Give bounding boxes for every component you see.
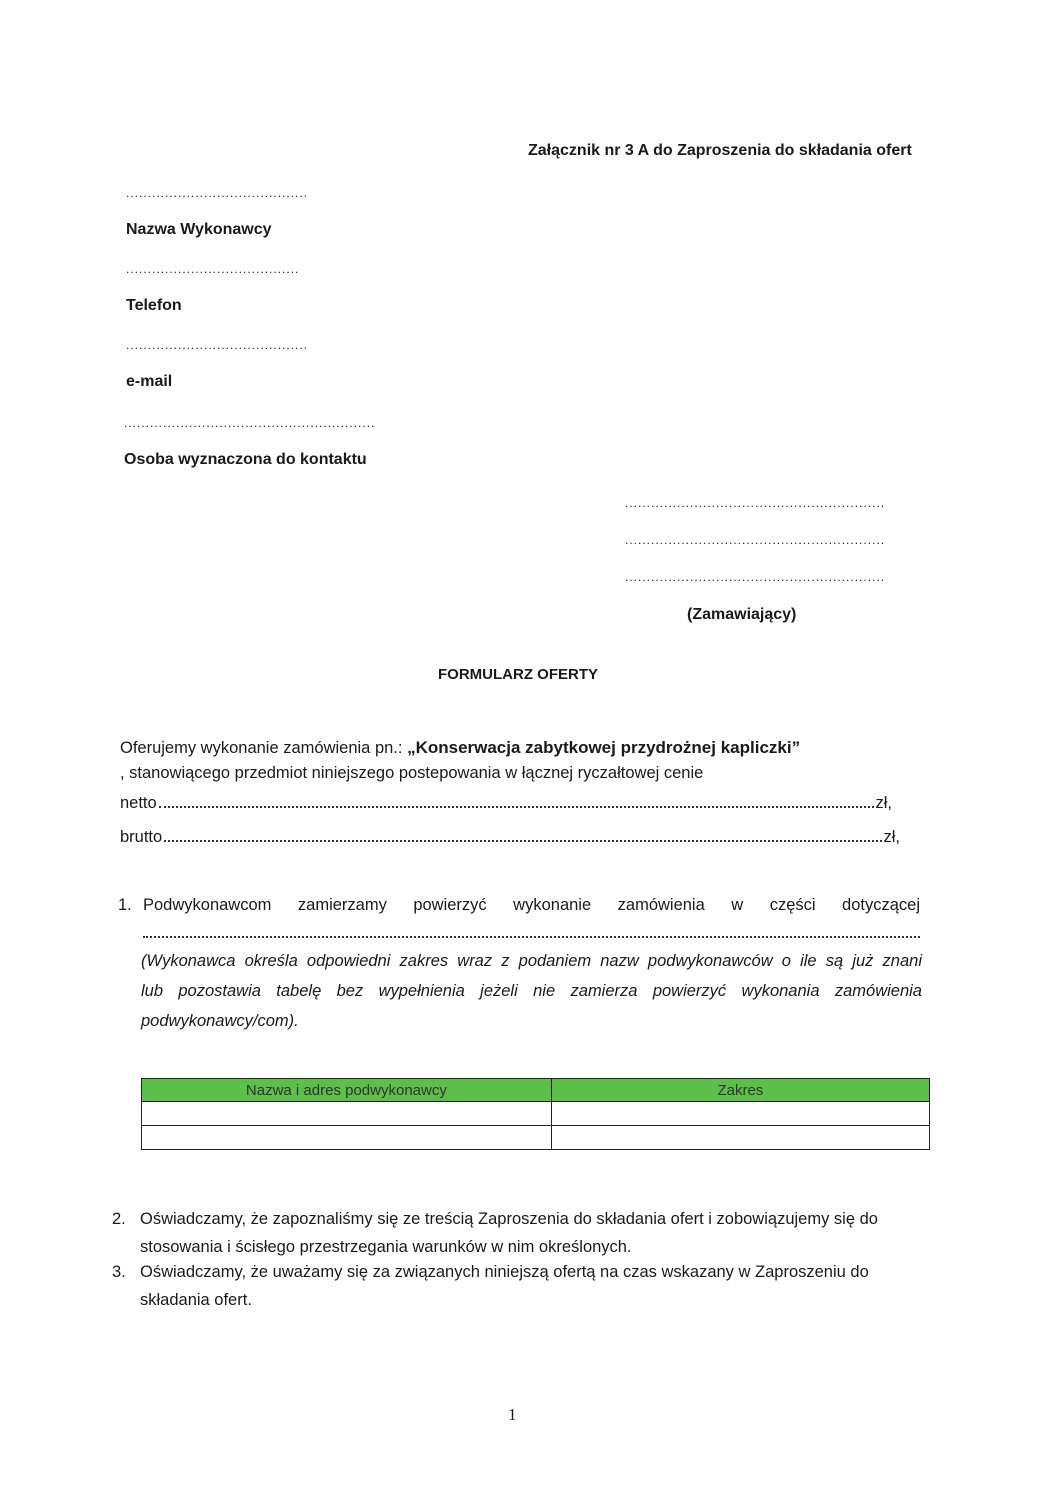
item-3-line-1: Oświadczamy, że uważamy się za związanych niniejszą ofertą na czas wskazany w Zaproszeniu do [140,1263,869,1281]
client-line-3: ............................................................ [625,570,886,584]
item-1-fill-line [143,926,920,938]
item-1-note-line-2: lub pozostawia tabelę bez wypełnienia jeżeli nie zamierza powierzyć wykonania zamówienia [141,982,922,1000]
contractor-name-label: Nazwa Wykonawcy [126,221,272,238]
item-1-note-line-3: podwykonawcy/com). [141,1012,299,1030]
offer-subject-line: , stanowiącego przedmiot niniejszego postepowania w łącznej ryczałtowej cenie [120,764,704,782]
item-2-number: 2. [112,1210,126,1228]
contractor-name-line: .......................................... [126,186,309,200]
item-1-note-line-1: (Wykonawca określa odpowiedni zakres wraz z podaniem nazw podwykonawców o ile są już znani [141,952,922,970]
brutto-currency: zł, [883,828,900,846]
header-subcontractor-name: Nazwa i adres podwykonawcy [142,1079,552,1102]
contractor-email-label: e-mail [126,373,173,390]
item-3-line-2: składania ofert. [140,1291,252,1309]
offer-intro: Oferujemy wykonanie zamówienia pn.: [120,739,408,757]
table-cell[interactable] [142,1102,552,1126]
contractor-phone-label: Telefon [126,297,182,314]
brutto-price-row [120,828,900,847]
item-2-line-1: Oświadczamy, że zapoznaliśmy się ze treścią Zaproszenia do składania ofert i zobowiązujemy się do [140,1210,878,1228]
subcontractor-table [141,1078,930,1150]
page-number: 1 [508,1405,517,1424]
client-line-1: ............................................................ [625,496,886,510]
item-1-text: Podwykonawcom zamierzamy powierzyć wykonanie zamówienia w części dotyczącej [143,896,920,914]
table-row [142,1102,930,1126]
contractor-phone-line: ........................................ [126,262,300,276]
item-3-number: 3. [112,1263,126,1281]
project-name: „Konserwacja zabytkowej przydrożnej kapliczki” [407,738,801,757]
table-header-row [142,1079,930,1102]
table-cell[interactable] [551,1126,929,1150]
form-title: FORMULARZ OFERTY [438,666,598,683]
client-line-2: ............................................................ [625,533,886,547]
contractor-contact-line: .......................................................... [124,416,376,430]
contractor-contact-label: Osoba wyznaczona do kontaktu [124,451,367,468]
table-row [142,1126,930,1150]
netto-price-row [120,794,892,813]
table-cell[interactable] [551,1102,929,1126]
client-label: (Zamawiający) [687,606,797,623]
netto-fill-line [159,806,874,808]
item-1-number: 1. [118,896,132,914]
table-cell[interactable] [142,1126,552,1150]
annex-title: Załącznik nr 3 A do Zaproszenia do składania ofert [528,142,912,159]
offer-intro-line [120,738,800,758]
netto-label: netto [120,794,157,812]
contractor-email-line: .......................................... [126,338,309,352]
brutto-label: brutto [120,828,163,846]
brutto-fill-line [164,840,881,842]
netto-currency: zł, [875,794,892,812]
item-2-line-2: stosowania i ścisłego przestrzegania warunków w nim określonych. [140,1238,632,1256]
header-scope: Zakres [551,1079,929,1102]
